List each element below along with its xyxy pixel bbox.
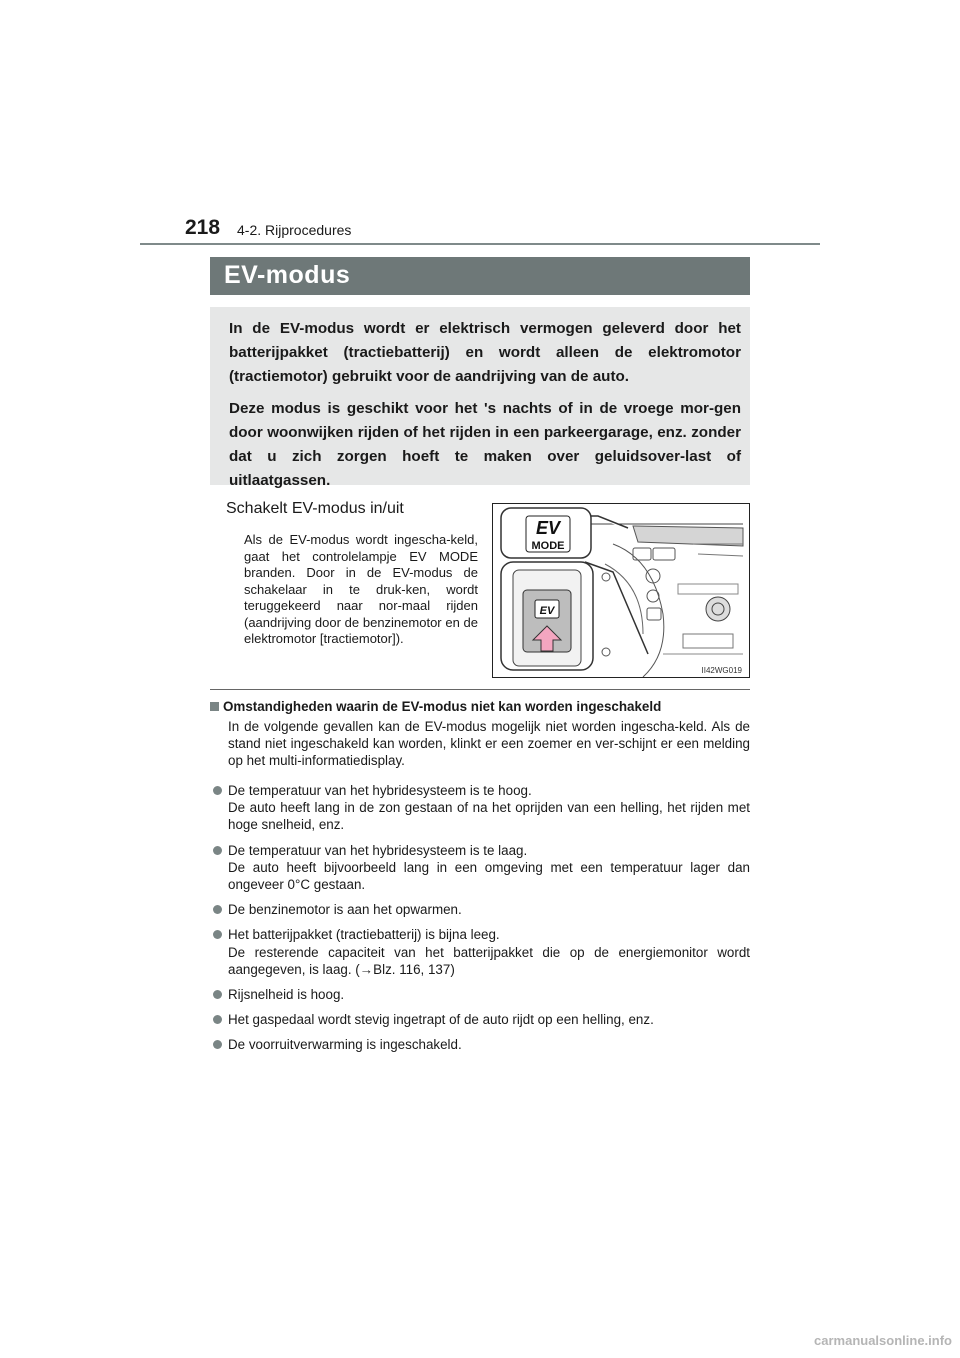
switch-description: Als de EV-modus wordt ingescha-keld, gaat het controlelampje EV MODE branden. Door in de EV-modus de schakelaar in te druk-ken, wordt teruggekeerd naar nor-maal rijden (aandrijving door de benzinemotor en de elektromotor [tractiemotor]).: [244, 532, 478, 646]
ev-indicator-label: EV: [535, 518, 561, 538]
header-divider: [140, 243, 820, 245]
ev-mode-indicator-label: MODE: [531, 540, 565, 552]
ev-button-label: EV: [539, 605, 555, 617]
list-item: De temperatuur van het hybridesysteem is te laag. De auto heeft bijvoorbeeld lang in een omgeving met een temperatuur lager dan ongeveer 0°C gestaan.: [210, 842, 750, 894]
list-item: Rijsnelheid is hoog.: [210, 986, 750, 1003]
section-title-bar: [210, 257, 750, 295]
subsection-divider: [210, 689, 750, 690]
bullet-icon: [213, 786, 222, 795]
bullet-icon: [213, 1015, 222, 1024]
page-number: 218: [185, 216, 221, 239]
intro-paragraph-1: In de EV-modus wordt er elektrisch vermogen geleverd door het batterijpakket (tractiebatterij) en wordt alleen de elektromotor (tractiemotor) gebruikt voor de aandrijving van de auto.: [229, 320, 741, 385]
section-title: EV-modus: [224, 261, 351, 289]
list-item: Het gaspedaal wordt stevig ingetrapt of de auto rijdt op een helling, enz.: [210, 1011, 750, 1028]
intro-box: [210, 307, 750, 489]
conditions-list: [210, 782, 750, 1062]
section-reference: 4-2. Rijprocedures: [237, 222, 352, 238]
list-item: Het batterijpakket (tractiebatterij) is bijna leeg. De resterende capaciteit van het batterijpakket die op de energiemonitor wordt aangegeven, is laag. (→Blz. 116, 137): [210, 926, 750, 978]
list-item: De temperatuur van het hybridesysteem is te hoog. De auto heeft lang in de zon gestaan of na het oprijden van een helling, het rijden met hoge snelheid, enz.: [210, 782, 750, 834]
bullet-icon: [213, 905, 222, 914]
list-item: De benzinemotor is aan het opwarmen.: [210, 901, 750, 918]
bullet-icon: [213, 846, 222, 855]
bullet-icon: [213, 930, 222, 939]
figure-code: II42WG019: [701, 666, 742, 675]
conditions-intro: In de volgende gevallen kan de EV-modus mogelijk niet worden ingescha-keld. Als de stand niet ingeschakeld kan worden, klinkt er een zoemer en ver-schijnt er een melding op het multi-informatiedisplay.: [228, 719, 750, 769]
list-item: De voorruitverwarming is ingeschakeld.: [210, 1036, 750, 1053]
conditions-heading: [210, 699, 661, 714]
bullet-icon: [213, 1040, 222, 1049]
switch-heading: Schakelt EV-modus in/uit: [226, 500, 404, 517]
ev-switch-illustration: [492, 503, 750, 678]
conditions-heading-text: Omstandigheden waarin de EV-modus niet kan worden ingeschakeld: [223, 699, 662, 714]
intro-paragraph-2: Deze modus is geschikt voor het 's nachts of in de vroege mor-gen door woonwijken rijden of het rijden in een parkeergarage, enz. zonder dat u zich zorgen hoeft te maken over geluidsover-last of uitlaatgassen.: [229, 400, 741, 489]
watermark: carmanualsonline.info: [814, 1333, 952, 1348]
bullet-icon: [213, 990, 222, 999]
square-bullet-icon: [210, 702, 219, 711]
